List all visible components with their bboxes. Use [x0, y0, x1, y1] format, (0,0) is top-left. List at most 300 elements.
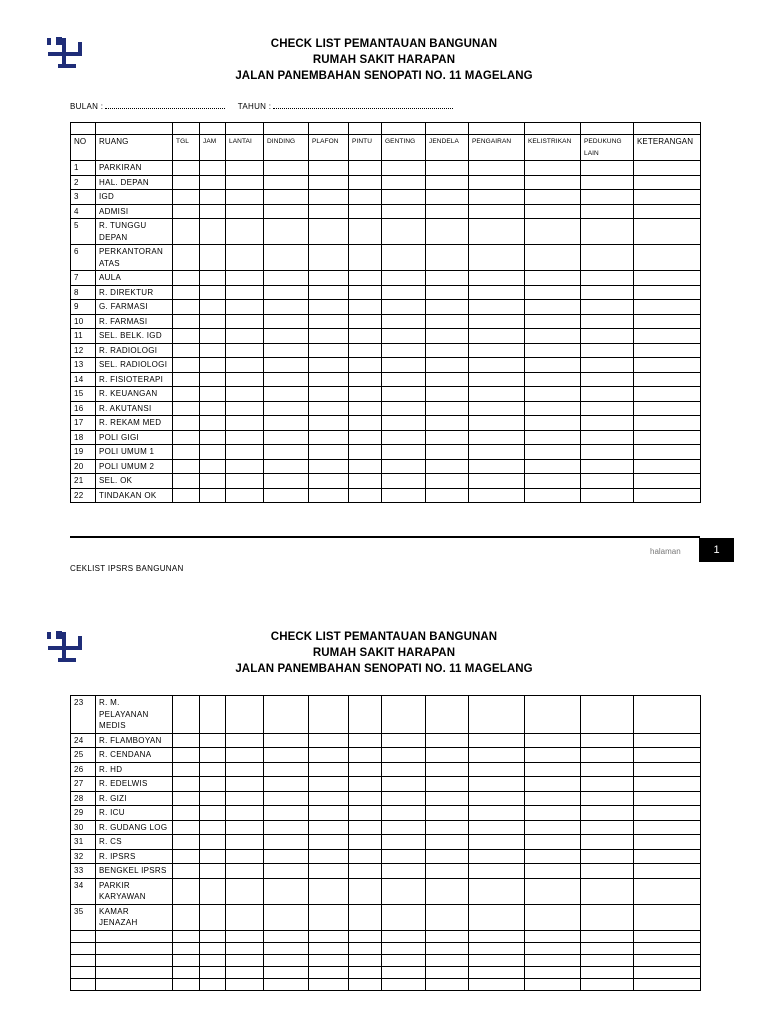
check-cell[interactable] — [581, 748, 634, 763]
check-cell[interactable] — [426, 488, 469, 503]
check-cell[interactable] — [200, 942, 226, 954]
check-cell[interactable] — [525, 488, 581, 503]
check-cell[interactable] — [200, 314, 226, 329]
check-cell[interactable] — [382, 204, 426, 219]
check-cell[interactable] — [173, 358, 200, 373]
check-cell[interactable] — [349, 474, 382, 489]
check-cell[interactable] — [200, 864, 226, 879]
check-cell[interactable] — [634, 904, 701, 930]
check-cell[interactable] — [309, 864, 349, 879]
check-cell[interactable] — [382, 954, 426, 966]
check-cell[interactable] — [173, 777, 200, 792]
check-cell[interactable] — [349, 849, 382, 864]
check-cell[interactable] — [226, 271, 264, 286]
check-cell[interactable] — [226, 387, 264, 402]
check-cell[interactable] — [581, 488, 634, 503]
check-cell[interactable] — [469, 401, 525, 416]
check-cell[interactable] — [426, 401, 469, 416]
check-cell[interactable] — [634, 372, 701, 387]
check-cell[interactable] — [309, 271, 349, 286]
check-cell[interactable] — [469, 271, 525, 286]
check-cell[interactable] — [634, 190, 701, 205]
check-cell[interactable] — [525, 733, 581, 748]
check-cell[interactable] — [264, 488, 309, 503]
check-cell[interactable] — [264, 849, 309, 864]
check-cell[interactable] — [581, 978, 634, 990]
check-cell[interactable] — [382, 387, 426, 402]
check-cell[interactable] — [173, 762, 200, 777]
check-cell[interactable] — [382, 942, 426, 954]
check-cell[interactable] — [309, 904, 349, 930]
check-cell[interactable] — [349, 820, 382, 835]
check-cell[interactable] — [469, 161, 525, 176]
check-cell[interactable] — [634, 401, 701, 416]
check-cell[interactable] — [226, 696, 264, 734]
check-cell[interactable] — [309, 696, 349, 734]
check-cell[interactable] — [173, 300, 200, 315]
check-cell[interactable] — [469, 954, 525, 966]
check-cell[interactable] — [200, 372, 226, 387]
check-cell[interactable] — [349, 954, 382, 966]
check-cell[interactable] — [309, 878, 349, 904]
check-cell[interactable] — [382, 358, 426, 373]
check-cell[interactable] — [581, 175, 634, 190]
check-cell[interactable] — [226, 942, 264, 954]
check-cell[interactable] — [382, 849, 426, 864]
check-cell[interactable] — [349, 791, 382, 806]
check-cell[interactable] — [469, 733, 525, 748]
check-cell[interactable] — [525, 445, 581, 460]
check-cell[interactable] — [264, 835, 309, 850]
check-cell[interactable] — [525, 806, 581, 821]
check-cell[interactable] — [226, 161, 264, 176]
check-cell[interactable] — [226, 748, 264, 763]
check-cell[interactable] — [349, 978, 382, 990]
check-cell[interactable] — [426, 942, 469, 954]
check-cell[interactable] — [382, 161, 426, 176]
check-cell[interactable] — [309, 300, 349, 315]
check-cell[interactable] — [426, 190, 469, 205]
check-cell[interactable] — [309, 762, 349, 777]
check-cell[interactable] — [525, 878, 581, 904]
check-cell[interactable] — [349, 314, 382, 329]
check-cell[interactable] — [226, 416, 264, 431]
check-cell[interactable] — [469, 864, 525, 879]
check-cell[interactable] — [264, 204, 309, 219]
check-cell[interactable] — [525, 835, 581, 850]
check-cell[interactable] — [525, 161, 581, 176]
check-cell[interactable] — [200, 445, 226, 460]
check-cell[interactable] — [309, 806, 349, 821]
check-cell[interactable] — [382, 474, 426, 489]
check-cell[interactable] — [525, 930, 581, 942]
check-cell[interactable] — [173, 942, 200, 954]
check-cell[interactable] — [426, 204, 469, 219]
check-cell[interactable] — [200, 820, 226, 835]
check-cell[interactable] — [525, 864, 581, 879]
check-cell[interactable] — [349, 300, 382, 315]
check-cell[interactable] — [469, 445, 525, 460]
check-cell[interactable] — [426, 748, 469, 763]
check-cell[interactable] — [469, 849, 525, 864]
check-cell[interactable] — [226, 343, 264, 358]
check-cell[interactable] — [382, 878, 426, 904]
check-cell[interactable] — [581, 285, 634, 300]
check-cell[interactable] — [173, 372, 200, 387]
check-cell[interactable] — [634, 864, 701, 879]
check-cell[interactable] — [264, 219, 309, 245]
check-cell[interactable] — [200, 459, 226, 474]
check-cell[interactable] — [349, 864, 382, 879]
check-cell[interactable] — [226, 777, 264, 792]
check-cell[interactable] — [581, 878, 634, 904]
check-cell[interactable] — [200, 791, 226, 806]
check-cell[interactable] — [349, 329, 382, 344]
check-cell[interactable] — [426, 878, 469, 904]
check-cell[interactable] — [525, 372, 581, 387]
check-cell[interactable] — [226, 835, 264, 850]
check-cell[interactable] — [349, 161, 382, 176]
check-cell[interactable] — [200, 978, 226, 990]
check-cell[interactable] — [581, 372, 634, 387]
check-cell[interactable] — [426, 978, 469, 990]
check-cell[interactable] — [264, 459, 309, 474]
check-cell[interactable] — [349, 904, 382, 930]
check-cell[interactable] — [173, 864, 200, 879]
check-cell[interactable] — [173, 849, 200, 864]
check-cell[interactable] — [309, 791, 349, 806]
check-cell[interactable] — [349, 459, 382, 474]
check-cell[interactable] — [469, 930, 525, 942]
check-cell[interactable] — [581, 696, 634, 734]
check-cell[interactable] — [426, 416, 469, 431]
check-cell[interactable] — [634, 219, 701, 245]
check-cell[interactable] — [200, 285, 226, 300]
check-cell[interactable] — [264, 271, 309, 286]
check-cell[interactable] — [349, 175, 382, 190]
check-cell[interactable] — [309, 372, 349, 387]
check-cell[interactable] — [309, 161, 349, 176]
check-cell[interactable] — [634, 954, 701, 966]
check-cell[interactable] — [426, 762, 469, 777]
check-cell[interactable] — [349, 930, 382, 942]
check-cell[interactable] — [469, 835, 525, 850]
check-cell[interactable] — [581, 930, 634, 942]
check-cell[interactable] — [200, 245, 226, 271]
check-cell[interactable] — [525, 401, 581, 416]
check-cell[interactable] — [469, 300, 525, 315]
check-cell[interactable] — [581, 904, 634, 930]
check-cell[interactable] — [634, 978, 701, 990]
check-cell[interactable] — [173, 190, 200, 205]
check-cell[interactable] — [200, 835, 226, 850]
check-cell[interactable] — [349, 777, 382, 792]
check-cell[interactable] — [634, 878, 701, 904]
check-cell[interactable] — [173, 835, 200, 850]
check-cell[interactable] — [634, 474, 701, 489]
check-cell[interactable] — [264, 864, 309, 879]
check-cell[interactable] — [382, 777, 426, 792]
check-cell[interactable] — [200, 849, 226, 864]
check-cell[interactable] — [426, 966, 469, 978]
check-cell[interactable] — [200, 161, 226, 176]
check-cell[interactable] — [309, 190, 349, 205]
check-cell[interactable] — [469, 314, 525, 329]
check-cell[interactable] — [469, 459, 525, 474]
check-cell[interactable] — [426, 161, 469, 176]
check-cell[interactable] — [581, 966, 634, 978]
check-cell[interactable] — [469, 387, 525, 402]
check-cell[interactable] — [226, 878, 264, 904]
check-cell[interactable] — [382, 401, 426, 416]
check-cell[interactable] — [426, 430, 469, 445]
check-cell[interactable] — [634, 245, 701, 271]
check-cell[interactable] — [264, 300, 309, 315]
check-cell[interactable] — [469, 966, 525, 978]
check-cell[interactable] — [264, 161, 309, 176]
check-cell[interactable] — [264, 190, 309, 205]
check-cell[interactable] — [200, 904, 226, 930]
check-cell[interactable] — [173, 343, 200, 358]
check-cell[interactable] — [226, 204, 264, 219]
check-cell[interactable] — [226, 300, 264, 315]
check-cell[interactable] — [349, 748, 382, 763]
check-cell[interactable] — [426, 474, 469, 489]
check-cell[interactable] — [581, 942, 634, 954]
check-cell[interactable] — [173, 175, 200, 190]
check-cell[interactable] — [264, 791, 309, 806]
check-cell[interactable] — [226, 459, 264, 474]
check-cell[interactable] — [200, 966, 226, 978]
check-cell[interactable] — [525, 175, 581, 190]
check-cell[interactable] — [469, 762, 525, 777]
check-cell[interactable] — [469, 343, 525, 358]
check-cell[interactable] — [200, 806, 226, 821]
check-cell[interactable] — [382, 343, 426, 358]
check-cell[interactable] — [382, 864, 426, 879]
check-cell[interactable] — [309, 820, 349, 835]
check-cell[interactable] — [634, 358, 701, 373]
check-cell[interactable] — [200, 878, 226, 904]
check-cell[interactable] — [581, 245, 634, 271]
check-cell[interactable] — [200, 329, 226, 344]
check-cell[interactable] — [581, 329, 634, 344]
check-cell[interactable] — [581, 777, 634, 792]
check-cell[interactable] — [581, 161, 634, 176]
check-cell[interactable] — [349, 878, 382, 904]
check-cell[interactable] — [581, 271, 634, 286]
check-cell[interactable] — [226, 904, 264, 930]
check-cell[interactable] — [200, 219, 226, 245]
check-cell[interactable] — [634, 430, 701, 445]
check-cell[interactable] — [525, 271, 581, 286]
check-cell[interactable] — [349, 942, 382, 954]
check-cell[interactable] — [264, 696, 309, 734]
check-cell[interactable] — [349, 245, 382, 271]
check-cell[interactable] — [173, 488, 200, 503]
check-cell[interactable] — [173, 954, 200, 966]
check-cell[interactable] — [382, 696, 426, 734]
check-cell[interactable] — [349, 430, 382, 445]
check-cell[interactable] — [469, 430, 525, 445]
check-cell[interactable] — [382, 300, 426, 315]
check-cell[interactable] — [426, 175, 469, 190]
check-cell[interactable] — [469, 904, 525, 930]
check-cell[interactable] — [309, 329, 349, 344]
check-cell[interactable] — [382, 459, 426, 474]
check-cell[interactable] — [200, 954, 226, 966]
check-cell[interactable] — [382, 748, 426, 763]
check-cell[interactable] — [382, 314, 426, 329]
check-cell[interactable] — [264, 314, 309, 329]
check-cell[interactable] — [200, 696, 226, 734]
check-cell[interactable] — [382, 791, 426, 806]
check-cell[interactable] — [226, 372, 264, 387]
check-cell[interactable] — [173, 271, 200, 286]
check-cell[interactable] — [426, 459, 469, 474]
check-cell[interactable] — [634, 942, 701, 954]
check-cell[interactable] — [469, 748, 525, 763]
check-cell[interactable] — [264, 978, 309, 990]
check-cell[interactable] — [382, 416, 426, 431]
check-cell[interactable] — [382, 190, 426, 205]
check-cell[interactable] — [634, 696, 701, 734]
check-cell[interactable] — [173, 401, 200, 416]
check-cell[interactable] — [309, 954, 349, 966]
check-cell[interactable] — [173, 966, 200, 978]
check-cell[interactable] — [634, 849, 701, 864]
check-cell[interactable] — [469, 820, 525, 835]
check-cell[interactable] — [200, 190, 226, 205]
check-cell[interactable] — [173, 820, 200, 835]
check-cell[interactable] — [173, 245, 200, 271]
check-cell[interactable] — [426, 300, 469, 315]
check-cell[interactable] — [634, 930, 701, 942]
check-cell[interactable] — [634, 733, 701, 748]
check-cell[interactable] — [426, 835, 469, 850]
check-cell[interactable] — [264, 954, 309, 966]
check-cell[interactable] — [581, 474, 634, 489]
check-cell[interactable] — [581, 835, 634, 850]
check-cell[interactable] — [426, 954, 469, 966]
check-cell[interactable] — [525, 966, 581, 978]
check-cell[interactable] — [525, 978, 581, 990]
check-cell[interactable] — [200, 401, 226, 416]
check-cell[interactable] — [634, 820, 701, 835]
check-cell[interactable] — [200, 488, 226, 503]
check-cell[interactable] — [349, 401, 382, 416]
check-cell[interactable] — [264, 820, 309, 835]
check-cell[interactable] — [581, 954, 634, 966]
check-cell[interactable] — [264, 930, 309, 942]
check-cell[interactable] — [426, 329, 469, 344]
check-cell[interactable] — [525, 190, 581, 205]
check-cell[interactable] — [525, 748, 581, 763]
check-cell[interactable] — [382, 245, 426, 271]
check-cell[interactable] — [525, 791, 581, 806]
check-cell[interactable] — [309, 204, 349, 219]
check-cell[interactable] — [264, 878, 309, 904]
check-cell[interactable] — [525, 387, 581, 402]
check-cell[interactable] — [382, 904, 426, 930]
check-cell[interactable] — [581, 219, 634, 245]
check-cell[interactable] — [200, 430, 226, 445]
check-cell[interactable] — [173, 387, 200, 402]
check-cell[interactable] — [382, 430, 426, 445]
check-cell[interactable] — [309, 733, 349, 748]
check-cell[interactable] — [309, 387, 349, 402]
check-cell[interactable] — [469, 474, 525, 489]
check-cell[interactable] — [173, 204, 200, 219]
check-cell[interactable] — [382, 175, 426, 190]
check-cell[interactable] — [349, 190, 382, 205]
check-cell[interactable] — [382, 806, 426, 821]
check-cell[interactable] — [525, 416, 581, 431]
check-cell[interactable] — [382, 488, 426, 503]
check-cell[interactable] — [581, 820, 634, 835]
check-cell[interactable] — [382, 978, 426, 990]
check-cell[interactable] — [200, 777, 226, 792]
check-cell[interactable] — [309, 835, 349, 850]
check-cell[interactable] — [200, 300, 226, 315]
check-cell[interactable] — [173, 329, 200, 344]
check-cell[interactable] — [309, 930, 349, 942]
check-cell[interactable] — [226, 445, 264, 460]
check-cell[interactable] — [581, 314, 634, 329]
check-cell[interactable] — [264, 329, 309, 344]
check-cell[interactable] — [634, 445, 701, 460]
check-cell[interactable] — [469, 791, 525, 806]
check-cell[interactable] — [309, 401, 349, 416]
check-cell[interactable] — [349, 966, 382, 978]
check-cell[interactable] — [581, 416, 634, 431]
check-cell[interactable] — [469, 204, 525, 219]
check-cell[interactable] — [382, 930, 426, 942]
check-cell[interactable] — [173, 930, 200, 942]
check-cell[interactable] — [349, 416, 382, 431]
check-cell[interactable] — [226, 358, 264, 373]
check-cell[interactable] — [525, 777, 581, 792]
check-cell[interactable] — [581, 762, 634, 777]
check-cell[interactable] — [264, 474, 309, 489]
check-cell[interactable] — [264, 401, 309, 416]
check-cell[interactable] — [634, 285, 701, 300]
check-cell[interactable] — [581, 733, 634, 748]
check-cell[interactable] — [634, 806, 701, 821]
check-cell[interactable] — [634, 777, 701, 792]
check-cell[interactable] — [581, 300, 634, 315]
check-cell[interactable] — [226, 474, 264, 489]
check-cell[interactable] — [226, 978, 264, 990]
check-cell[interactable] — [382, 219, 426, 245]
check-cell[interactable] — [309, 175, 349, 190]
check-cell[interactable] — [426, 696, 469, 734]
check-cell[interactable] — [264, 430, 309, 445]
check-cell[interactable] — [309, 978, 349, 990]
check-cell[interactable] — [349, 204, 382, 219]
check-cell[interactable] — [349, 358, 382, 373]
check-cell[interactable] — [469, 285, 525, 300]
check-cell[interactable] — [309, 459, 349, 474]
check-cell[interactable] — [382, 271, 426, 286]
check-cell[interactable] — [426, 820, 469, 835]
check-cell[interactable] — [264, 445, 309, 460]
check-cell[interactable] — [309, 358, 349, 373]
check-cell[interactable] — [426, 343, 469, 358]
check-cell[interactable] — [634, 966, 701, 978]
tahun-field[interactable] — [273, 108, 453, 109]
check-cell[interactable] — [309, 430, 349, 445]
